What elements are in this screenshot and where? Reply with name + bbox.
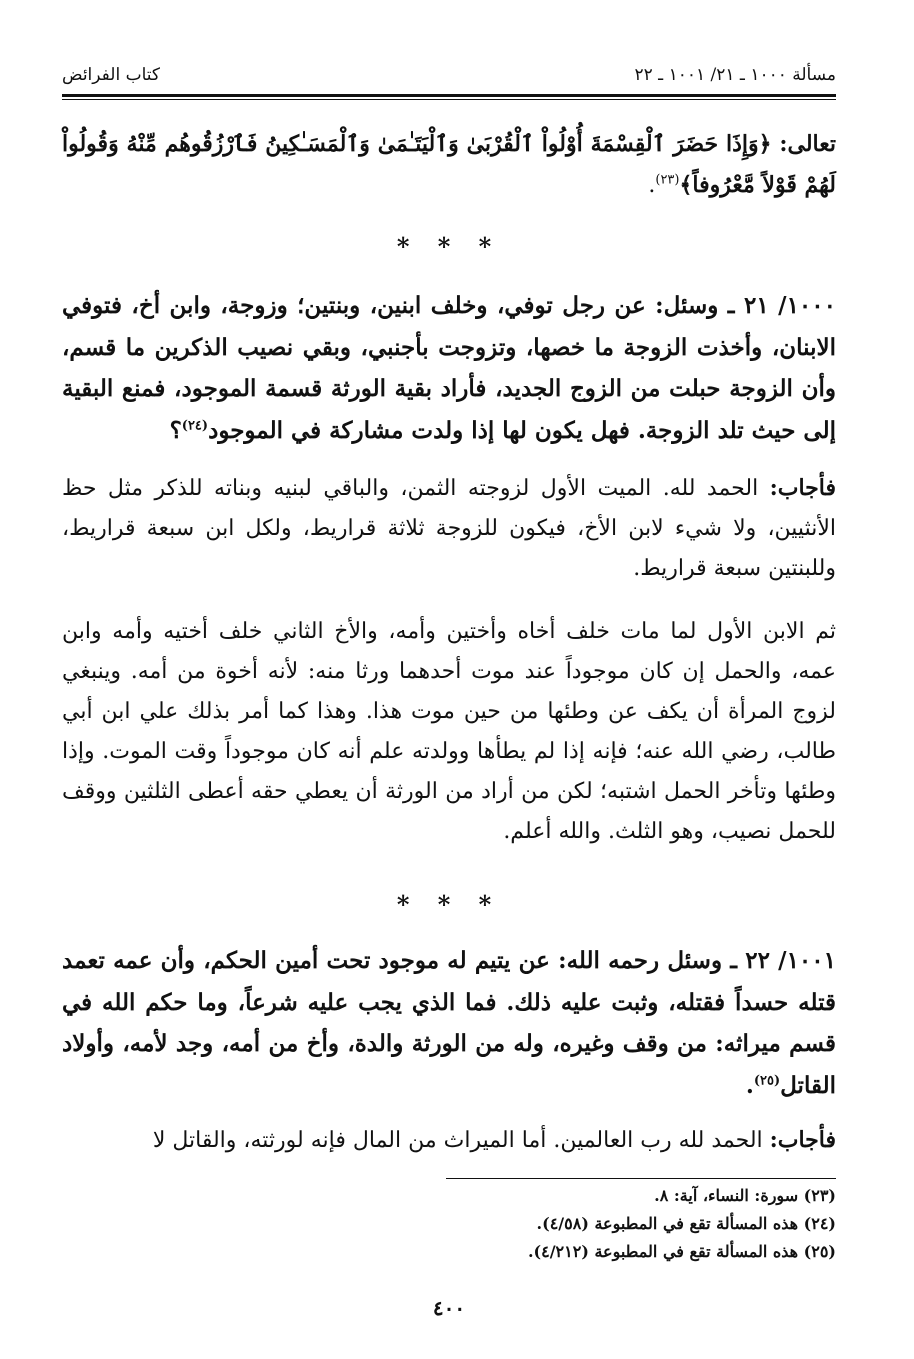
footnote-23: (٢٣) سورة: النساء، آية: ٨. [654, 1186, 836, 1205]
question-22-text: ١٠٠١/ ٢٢ ـ وسئل رحمه الله: عن يتيم له موجود تحت أمين الحكم، وأن عمه تعمد قتله حسداً فقتله، وثبت عليه ذلك. فما الذي يجب عليه شرعاً، وما حكم الله في قسم ميراثه: من وقف وغيره، وله من الورثة والدة، وأخ من أمه، وجد لأمه، وأولاد القاتل [62, 947, 836, 1099]
footnote-25: (٢٥) هذه المسألة تقع في المطبوعة (٤/٢١٢). [527, 1242, 836, 1261]
footnotes [62, 1182, 836, 1266]
footnote-24: (٢٤) هذه المسألة تقع في المطبوعة (٤/٥٨). [536, 1214, 836, 1233]
question-21-end: ؟ [169, 416, 182, 444]
question-21-text: ١٠٠٠/ ٢١ ـ وسئل: عن رجل توفي، وخلف ابنين، وبنتين؛ وزوجة، وابن أخ، فتوفي الابنان، وأخذت الزوجة ما خصها، وتزوجت بأجنبي، وبقي نصيب الذكرين ما قسم، وأن الزوجة حبلت من الزوج الجديد، فأراد بقية الورثة قسمة الموجود، فمنع البقية إلى حيث تلد الزوجة. فهل يكون لها إذا ولدت مشاركة في الموجود [62, 292, 836, 444]
footnote-ref-23: (٢٣) [655, 172, 680, 188]
quran-verse-paragraph [62, 124, 836, 206]
answer-22-text: الحمد لله رب العالمين. أما الميراث من المال فإنه لورثته، والقاتل لا [152, 1128, 770, 1153]
question-22-end: . [745, 1071, 754, 1099]
section-separator-2: * * * [396, 890, 502, 919]
verse-text: تعالى: ﴿وَإِذَا حَضَرَ ٱلْقِسْمَةَ أُوْلُواْ ٱلْقُرْبَىٰ وَٱلْيَتَـٰمَىٰ وَٱلْمَسَـٰكِينُ فَٱرْزُقُوهُم مِّنْهُ وَقُولُواْ لَهُمْ قَوْلاً مَّعْرُوفاً﴾ [62, 131, 836, 198]
answer-21-continued-text: ثم الابن الأول لما مات خلف أخاه وأختين وأمه، والأخ الثاني خلف أختيه وأمه وابن عمه، والحمل إن كان موجوداً عند موت أحدهما ورثا منه: لأنه أخوة من أمه. وينبغي لزوج المرأة أن يكف عن وطئها من حين موت هذا. وهذا كما أمر بذلك علي ابن أبي طالب، رضي الله عنه؛ فإنه إذا لم يطأها وولدته علم أنه كان موجوداً وقت الموت. وإذا وطئها وتأخر الحمل اشتبه؛ لكن من أراد من الورثة أن يعطي حقه أعطى الثلثين ووقف للحمل نصيب، وهو الثلث. والله أعلم. [62, 619, 836, 844]
header-book-title: كتاب الفرائض [62, 65, 160, 85]
answer-22-lead: فأجاب: [769, 1127, 836, 1153]
footnote-ref-24: (٢٤) [181, 417, 209, 433]
header-rule-thick [62, 94, 836, 97]
question-22 [62, 940, 836, 1106]
answer-21-text: الحمد لله. الميت الأول لزوجته الثمن، والباقي لبنيه وبناته للذكر مثل حظ الأنثيين، ولا شيء لابن الأخ، فيكون للزوجة ثلاثة قراريط، ولكل ابن سبعة قراريط، وللبنتين سبعة قراريط. [62, 476, 836, 581]
page-number: ٤٠٠ [432, 1296, 466, 1320]
answer-21-lead: فأجاب: [769, 475, 836, 501]
answer-21 [62, 468, 836, 589]
section-separator: * * * [396, 232, 502, 261]
answer-22 [62, 1120, 836, 1161]
verse-end: . [648, 173, 656, 198]
header-rule-thin [62, 99, 836, 100]
footnote-ref-25: (٢٥) [753, 1072, 781, 1088]
answer-21-continued [62, 612, 836, 852]
running-header [62, 62, 836, 88]
header-issue-range: مسألة ١٠٠٠ ـ ٢١/ ١٠٠١ ـ ٢٢ [634, 65, 836, 85]
footnote-rule [446, 1178, 836, 1179]
question-21 [62, 285, 836, 451]
book-page [62, 0, 836, 1359]
